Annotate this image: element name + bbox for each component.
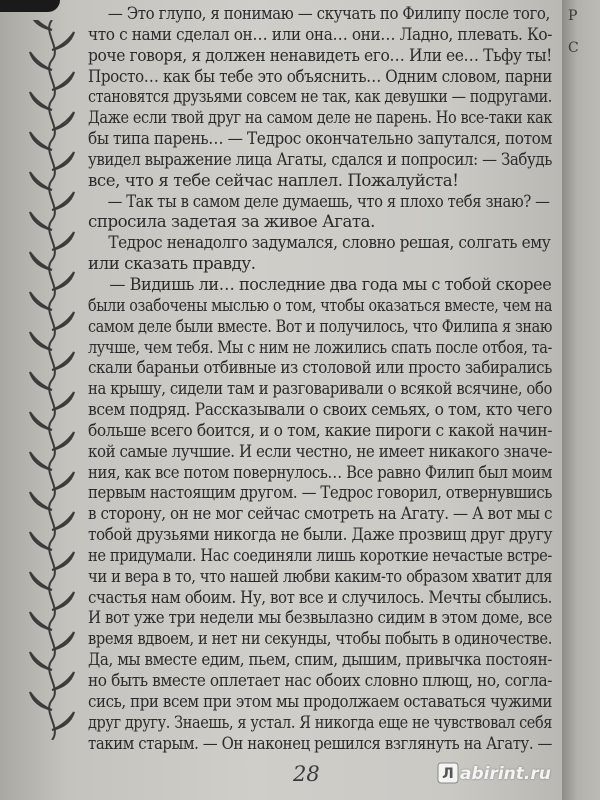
- page-corner-shadow: [0, 0, 60, 12]
- vine-leaf: [52, 72, 74, 90]
- vine-ornament-icon: [28, 20, 76, 740]
- watermark-text: abirint.ru: [460, 764, 551, 784]
- text-line: счастья нам обоим. Ну, вот все и случилось. Мечты сбылись.: [88, 587, 553, 607]
- text-line: увидел выражение лица Агаты, сдался и попросил: — Забудь: [88, 149, 552, 169]
- vine-leaf: [52, 552, 74, 570]
- text-line: или сказать правду.: [88, 254, 256, 274]
- vine-leaf: [52, 32, 74, 50]
- text-line: в сторону, он не мог сейчас смотреть на Агату. — А вот мы с: [88, 504, 552, 524]
- text-line: но быть вместе оплетает нас обоих словно плющ, но, согла-: [88, 671, 553, 690]
- vine-leaf: [52, 232, 74, 250]
- next-page-letter-2: C: [568, 40, 579, 56]
- vine-leaf: [52, 152, 74, 170]
- text-line: Даже если твой друг на самом деле не парень. Но все-таки как: [88, 108, 553, 128]
- text-line: бы типа парень… — Тедрос окончательно запутался, потом: [88, 129, 552, 149]
- vine-leaf: [52, 392, 74, 410]
- vine-leaf: [52, 352, 74, 370]
- text-line: кой самые лучшие. И если честно, не имеет никакого значе-: [88, 441, 552, 461]
- text-line: самом деле были вместе. Вот и получилось, что Филипа я знаю: [88, 316, 552, 336]
- text-line: чи и вера в то, что нашей любви каким-то образом хватит для: [88, 566, 552, 586]
- vine-leaf: [52, 672, 74, 690]
- text-line: на крышу, сидели там и разговаривали о всякой всячине, обо: [88, 379, 552, 399]
- text-line: таким старым. — Он наконец решился взглянуть на Агату. —: [88, 733, 553, 753]
- text-line: И вот уже три недели мы безвылазно сидим в этом доме, все: [88, 608, 553, 628]
- vine-leaf: [52, 272, 74, 290]
- text-line: — Видишь ли… последние два года мы с тобой скорее: [109, 274, 552, 294]
- text-line: больше всего боится, и о том, какие пироги с какой начин-: [88, 420, 553, 440]
- next-page-edge: [562, 0, 600, 800]
- text-line: — Это глупо, я понимаю — скучать по Филипу после того,: [107, 4, 550, 23]
- vine-leaf: [52, 632, 74, 650]
- vine-leaf: [52, 112, 74, 130]
- vine-leaf: [52, 592, 74, 610]
- labirint-logo-icon: [437, 762, 459, 784]
- text-line: тобой друзьями никогда не были. Даже прозвищ друг другу: [88, 525, 553, 545]
- text-line: роче говоря, я должен ненавидеть его… Или ее… Тьфу ты!: [88, 45, 552, 65]
- text-line: Тедрос ненадолго задумался, словно решая, солгать ему: [108, 233, 551, 253]
- text-line: Просто… как бы тебе это объяснить… Одним словом, парни: [88, 66, 552, 86]
- vine-leaf: [52, 472, 74, 490]
- text-line: друг другу. Знаешь, я устал. Я никогда еще не чувствовал себя: [88, 712, 553, 732]
- text-line: спросила задетая за живое Агата.: [88, 212, 375, 232]
- page-text: [88, 4, 552, 754]
- vine-leaf: [52, 712, 74, 730]
- vine-leaf: [52, 192, 74, 210]
- text-line: — Так ты в самом деле думаешь, что я плохо тебя знаю? —: [107, 191, 550, 211]
- logo-letter: Л: [442, 766, 454, 782]
- text-line: первым настоящим другом. — Тедрос говорил, отвернувшись: [88, 483, 552, 503]
- vine-leaf: [52, 312, 74, 330]
- vine-leaf: [52, 512, 74, 530]
- text-line: не придумали. Нас соединяли лишь короткие нечастые встре-: [88, 545, 552, 565]
- page-number: 28: [293, 762, 320, 786]
- text-line: скали бараньи отбивные из столовой или просто забирались: [88, 358, 552, 378]
- text-line: были озабочены мыслью о том, чтобы оказаться вместе, чем на: [88, 295, 552, 315]
- text-line: что с нами сделал он… или она… они… Ладно, плевать. Ко-: [88, 24, 553, 44]
- text-line: все, что я тебе сейчас наплел. Пожалуйста!: [88, 170, 459, 190]
- text-line: сись, при всем при этом мы продолжаем оставаться чужими: [88, 691, 552, 711]
- next-page-letter-1: P: [568, 8, 578, 24]
- text-line: всем подряд. Рассказывали о своих семьях, о том, кто чего: [88, 400, 553, 420]
- text-line: ния, как все потом повернулось… Все равно Филип был моим: [88, 462, 553, 482]
- text-line: время вдвоем, и нет ни секунды, чтобы побыть в одиночестве.: [88, 629, 552, 649]
- text-line: становятся друзьями совсем не так, как девушки — подругами.: [88, 87, 552, 107]
- vine-leaf: [52, 432, 74, 450]
- text-line: лучше, чем тебя. Мы с ним не ложились спать после отбоя, та-: [88, 337, 553, 357]
- text-line: Да, мы вместе едим, пьем, спим, дышим, привычка постоян-: [88, 650, 552, 670]
